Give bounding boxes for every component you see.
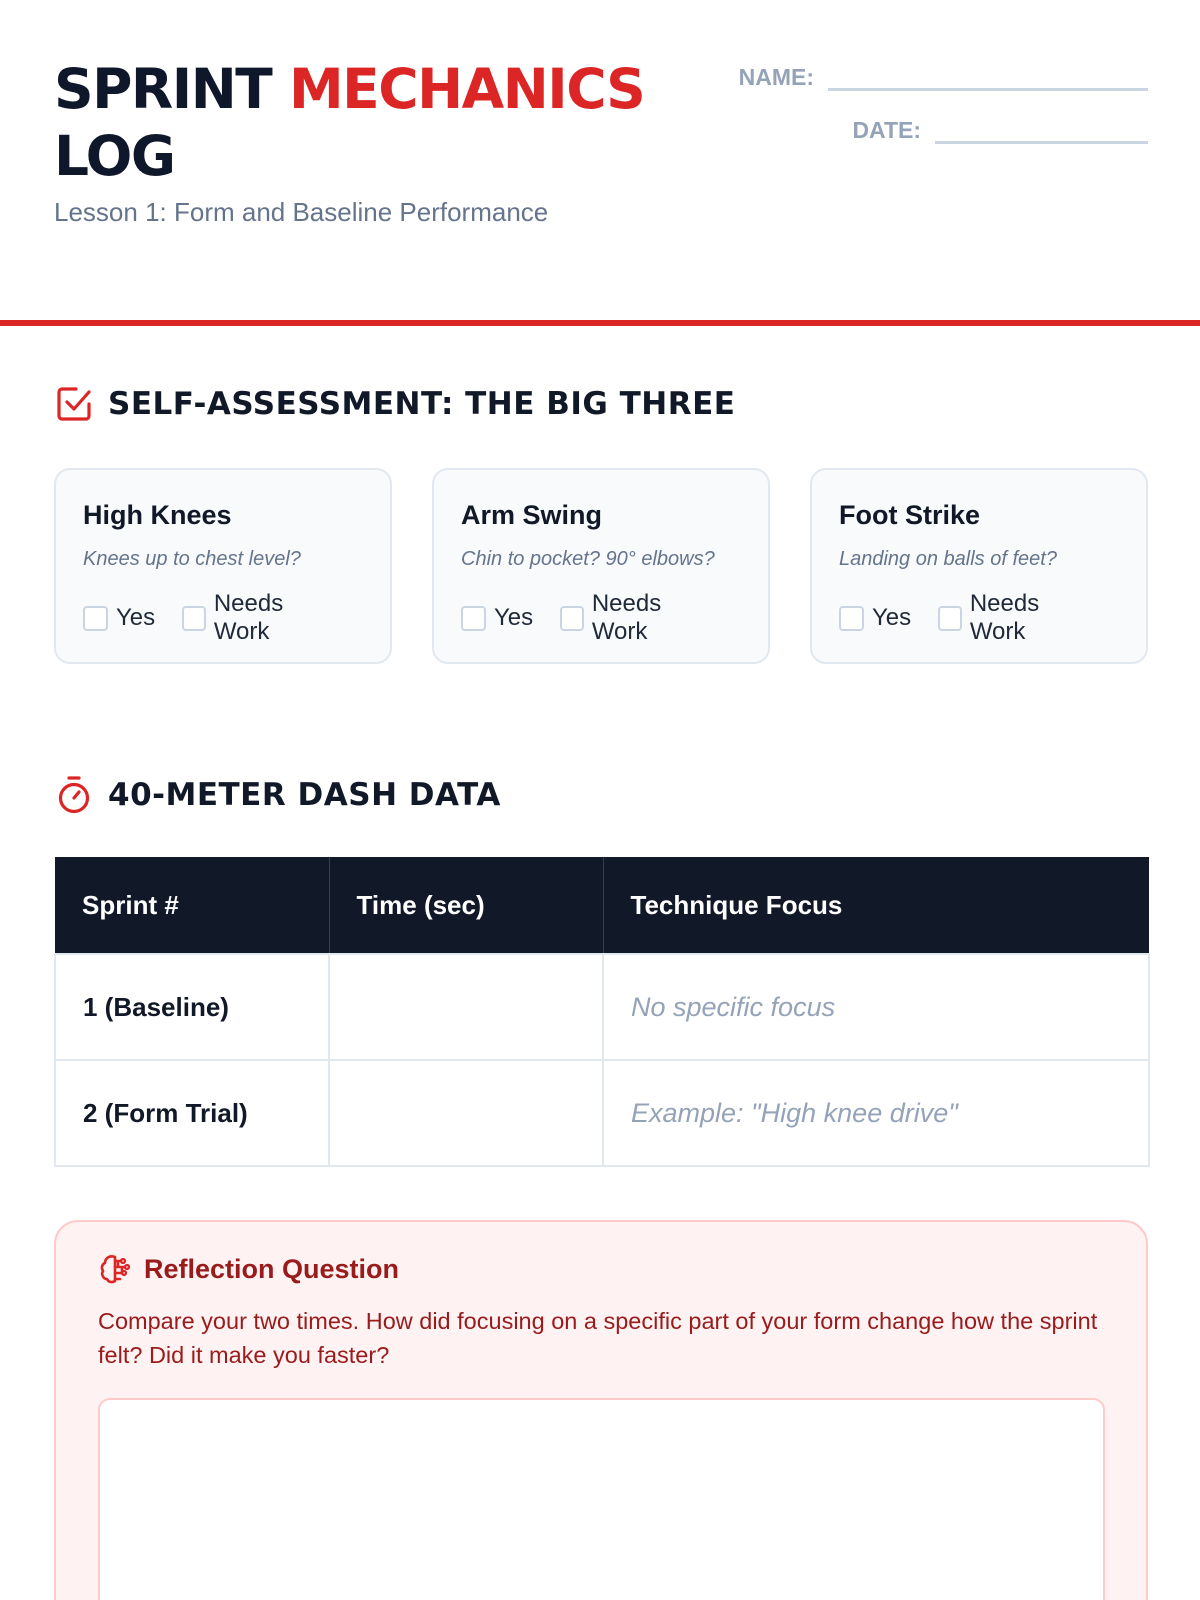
- checkbox-icon: [54, 384, 94, 424]
- card-question: Knees up to chest level?: [83, 548, 301, 570]
- option-label: Yes: [494, 604, 534, 631]
- sprint-cell: 1 (Baseline): [55, 954, 329, 1060]
- option-needs-work[interactable]: [560, 590, 715, 646]
- checkbox[interactable]: [560, 606, 584, 631]
- stopwatch-icon: [54, 775, 94, 815]
- card-question: Chin to pocket? 90° elbows?: [461, 548, 715, 570]
- title-part-2: LOG: [54, 124, 175, 188]
- table-row: [55, 954, 1149, 1060]
- column-header-sprint: Sprint #: [55, 857, 329, 954]
- reflection-box: [54, 1220, 1148, 1600]
- title-accent: MECHANICS: [288, 57, 645, 121]
- card-title: Foot Strike: [839, 500, 981, 530]
- page-title: [54, 56, 694, 190]
- dash-data-table: [54, 857, 1150, 1167]
- name-label: NAME:: [738, 64, 814, 90]
- assessment-cards: [54, 468, 1148, 664]
- header-divider: [0, 320, 1200, 326]
- card-arm-swing: [432, 468, 770, 664]
- reflection-header: [98, 1252, 1105, 1286]
- option-label: Yes: [116, 604, 156, 631]
- option-yes[interactable]: [83, 604, 155, 632]
- option-needs-work[interactable]: [938, 590, 1093, 646]
- option-label: Needs Work: [591, 590, 662, 645]
- card-foot-strike: [810, 468, 1148, 664]
- time-cell[interactable]: [329, 954, 603, 1060]
- sprint-cell: 2 (Form Trial): [55, 1060, 329, 1166]
- dash-data-heading: [54, 775, 501, 815]
- self-assessment-title: SELF-ASSESSMENT: THE BIG THREE: [108, 386, 736, 422]
- reflection-question: Compare your two times. How did focusing on a specific part of your form change how the sprint felt? Did it make you faster?: [98, 1308, 1098, 1368]
- date-row: [718, 111, 1148, 145]
- column-header-focus: Technique Focus: [603, 857, 1149, 954]
- table-header-row: [55, 857, 1149, 954]
- column-header-time: Time (sec): [329, 857, 603, 954]
- card-title: High Knees: [83, 500, 232, 530]
- name-date-fields: [718, 58, 1148, 145]
- self-assessment-heading: [54, 384, 735, 424]
- page-subtitle: Lesson 1: Form and Baseline Performance: [54, 197, 549, 227]
- option-yes[interactable]: [839, 604, 911, 632]
- option-label: Yes: [872, 604, 912, 631]
- card-options: [461, 590, 742, 646]
- option-needs-work[interactable]: [182, 590, 337, 646]
- table-row: [55, 1060, 1149, 1166]
- option-yes[interactable]: [461, 604, 533, 632]
- card-options: [83, 590, 364, 646]
- checkbox[interactable]: [938, 606, 962, 631]
- card-high-knees: [54, 468, 392, 664]
- option-label: Needs Work: [213, 590, 284, 645]
- checkbox[interactable]: [182, 606, 206, 631]
- header: [54, 56, 694, 228]
- card-question: Landing on balls of feet?: [839, 548, 1057, 570]
- card-title: Arm Swing: [461, 500, 603, 530]
- checkbox[interactable]: [461, 606, 486, 631]
- date-field[interactable]: [935, 141, 1148, 144]
- reflection-answer-field[interactable]: [98, 1398, 1105, 1600]
- focus-cell[interactable]: Example: "High knee drive": [603, 1060, 1149, 1166]
- dash-data-title: 40-METER DASH DATA: [108, 777, 501, 813]
- reflection-title: Reflection Question: [144, 1253, 400, 1284]
- checkbox[interactable]: [839, 606, 864, 631]
- card-options: [839, 590, 1120, 646]
- brain-icon: [98, 1252, 132, 1286]
- time-cell[interactable]: [329, 1060, 603, 1166]
- name-row: [718, 58, 1148, 92]
- checkbox[interactable]: [83, 606, 108, 631]
- option-label: Needs Work: [969, 590, 1040, 645]
- name-field[interactable]: [828, 88, 1148, 91]
- date-label: DATE:: [852, 117, 921, 143]
- title-part-1: SPRINT: [54, 57, 272, 121]
- focus-cell[interactable]: No specific focus: [603, 954, 1149, 1060]
